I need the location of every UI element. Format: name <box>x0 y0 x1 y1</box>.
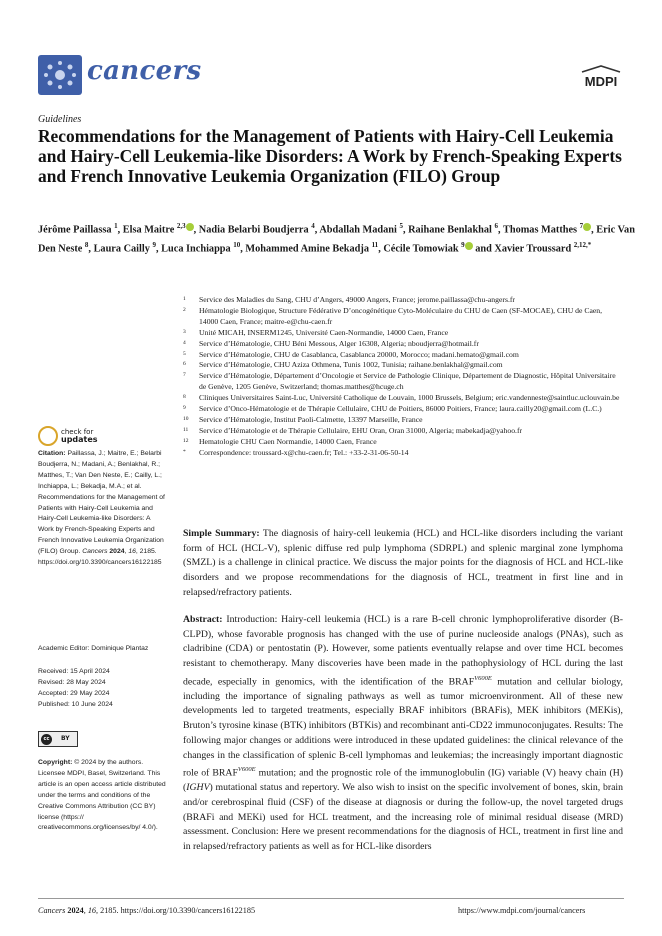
affiliation-number: 12 <box>183 437 189 444</box>
copyright-text: © 2024 by the authors. Licensee MDPI, Basel, Switzerland. This article is an open access article distributed under the terms and conditions of the Creative Commons Attribution (CC BY) license (https:// creativecommons.org/licenses/by/ 4.0/). <box>38 759 166 832</box>
affiliation-number: 7 <box>183 372 186 379</box>
author-name[interactable]: Raihane Benlakhal <box>408 224 492 236</box>
affiliation-text: Cliniques Universitaires Saint-Luc, Université Catholique de Louvain, 1000 Brussels, Belgium; eric.vandenneste@saintluc.uclouvain.be <box>199 393 620 403</box>
author-name[interactable]: Laura Cailly <box>93 243 150 255</box>
affiliation-item <box>183 371 623 393</box>
affiliation-text: Service d’Onco-Hématologie et de Thérapie Cellulaire, CHU de Poitiers, 86000 Poitiers, France; laura.cailly20@gmail.com (L.C.) <box>199 404 602 414</box>
affiliation-item <box>183 339 623 350</box>
citation-doi[interactable]: , 2185. https://doi.org/10.3390/cancers16122185 <box>38 548 162 567</box>
author-affiliation-marker: 8 <box>84 240 89 249</box>
affiliation-text: Service des Maladies du Sang, CHU d’Angers, 49000 Angers, France; jerome.paillassa@chu-angers.fr <box>199 295 515 304</box>
affiliation-text: Unité MICAH, INSERM1245, Université Caen-Normandie, 14000 Caen, France <box>199 327 449 337</box>
author-name[interactable]: Mohammed Amine Bekadja <box>245 243 369 255</box>
author-affiliation-marker: 9 <box>461 240 465 249</box>
braf-superscript-2: V600E <box>237 766 256 774</box>
affiliation-number: 6 <box>183 361 186 368</box>
received-date: Received: 15 April 2024 <box>38 668 110 675</box>
author-affiliation-marker: 10 <box>233 240 241 249</box>
revised-date: Revised: 28 May 2024 <box>38 678 106 686</box>
citation-text: Paillassa, J.; Maitre, E.; Belarbi Boudjerra, N.; Madani, A.; Benlakhal, R.; Matthes, T.; Van Den Neste, E.; Cailly, L.; Inchiappa, L.; Bekadja, M.A.; et al. Recommendations for the Management of Patients with Hairy-Cell Leukemia and Hairy-Cell Leukemia-like Disorders: A Work by French-Speaking Experts and French Innovative Leukemia Organization (FILO) Group. <box>38 450 165 556</box>
affiliation-item <box>183 306 623 328</box>
affiliation-number: 1 <box>183 296 186 302</box>
author-affiliation-marker: 6 <box>494 222 498 230</box>
author-name[interactable]: Thomas Matthes <box>502 224 578 236</box>
footer-year: 2024 <box>67 906 84 915</box>
simple-summary-label: Simple Summary: <box>183 528 260 539</box>
author-affiliation-marker: 7 <box>579 222 584 230</box>
article-type: Guidelines <box>38 114 82 125</box>
affiliation-text: Hematologie CHU Caen Normandie, 14000 Caen, France <box>199 436 377 446</box>
orcid-icon[interactable] <box>583 223 591 231</box>
author-name[interactable]: Elsa Maitre <box>122 224 175 236</box>
affiliation-item <box>183 415 623 426</box>
author-affiliation-marker: 1 <box>114 222 118 230</box>
simple-summary <box>183 527 623 601</box>
citation-label: Citation: <box>38 450 66 457</box>
affiliation-number: 2 <box>183 306 186 313</box>
citation-year: 2024 <box>109 548 125 556</box>
orcid-icon[interactable] <box>186 223 194 231</box>
affiliation-item <box>183 426 623 437</box>
abstract-text-2: mutation and cellular biology, including the importance of signaling pathways as well as tumor microenvironment. All of these new developments led to targeted treatments, especially BRAF inhibitors (BRAFis), MEK inhibitors (MEKis), Bruton’s tyrosine kinase (BTK) inhibitors (BTKis) and recombinant anti-CD22 immunoconjugates. Results: The following major changes or additions were introduced in these updated guidelines: the clinical relevance of the changes in the classification of splenic B-cell lymphomas and leukemias; the increasingly important diagnostic role of BRAF <box>183 676 623 779</box>
abstract-text-4: ) mutational status and repertory. We also wish to insist on the specific involvement of bones, skin, brain and/or cerebrospinal fluid (CSF) of the disease at diagnosis or during the follow-up, the novel targeted drugs (BRAFi and MEKi) used for HCL treatment, and the increasing role of minimal residual disease (MRD) assessment. Conclusion: Here we present recommendations for the diagnosis of HCL, treatment in first line and in relapsed/refractory patients as well as for HCL-like disorders <box>183 782 623 853</box>
affiliation-text: Service d’Hématologie, CHU Béni Messous, Alger 16308, Algeria; nboudjerra@hotmail.fr <box>199 338 479 348</box>
affiliation-number: 9 <box>183 405 186 412</box>
author-affiliation-marker: 2,3 <box>176 222 186 230</box>
author-affiliation-marker: 2,12,* <box>573 240 592 249</box>
citation-volume: 16 <box>128 548 136 556</box>
affiliation-text: Correspondence: troussard-x@chu-caen.fr; Tel.: +33-2-31-06-50-14 <box>199 447 409 457</box>
footer-doi-link[interactable]: , 2185. https://doi.org/10.3390/cancers16122185 <box>96 906 256 915</box>
cc-by-license-icon[interactable] <box>38 731 78 747</box>
citation-block: Citation: Paillassa, J.; Maitre, E.; Belarbi Boudjerra, N.; Madani, A.; Benlakhal, R.; Matthes, T.; Van Den Neste, E.; Cailly, L.; Inchiappa, L.; Bekadja, M.A.; et al. Recommendations for the Management of Patients with Hairy-Cell Leukemia and Hairy-Cell Leukemia-like Disorders: A Work by French-Speaking Experts and French Innovative Leukemia Organization (FILO) Group. Cancers 2024, 16, 2185. https://doi.org/10.3390/cancers16122185 <box>38 450 165 567</box>
citation-journal: Cancers <box>82 548 108 556</box>
academic-editor: Academic Editor: Dominique Plantaz <box>38 645 149 652</box>
footer-journal: Cancers <box>38 906 66 915</box>
author-name[interactable]: Eric Van Den Neste <box>38 224 635 255</box>
article-title: Recommendations for the Management of Patients with Hairy-Cell Leukemia and Hairy-Cell Leukemia-like Disorders: A Work by French-Speaking Experts and French Innovative Leukemia Organization (FILO) Group <box>38 126 622 186</box>
dates-block <box>38 667 166 711</box>
affiliation-item <box>183 393 623 404</box>
footer-journal-url[interactable]: https://www.mdpi.com/journal/cancers <box>458 906 586 915</box>
braf-superscript: V600E <box>474 674 492 682</box>
affiliation-item <box>183 295 623 306</box>
accepted-date: Accepted: 29 May 2024 <box>38 689 110 697</box>
simple-summary-text: The diagnosis of hairy-cell leukemia (HCL) and HCL-like disorders including the variant form of HCL (HCL-V), splenic diffuse red pulp lymphoma (SDRPL) and splenic marginal zone lymphoma (SMZL) is a challenge in clinical practice. We discuss the major points for the diagnosis of HCL and HCL-like disorders and we propose recommendations for the diagnosis of HCL, treatment in first line and in relapsed/refractory patients. <box>183 528 623 598</box>
journal-name[interactable]: cancers <box>87 56 202 86</box>
affiliation-item <box>183 360 623 371</box>
affiliation-text: Service d’Hématologie et de Thérapie Cellulaire, EHU Oran, Oran 31000, Algeria; mabekadja@yahoo.fr <box>199 425 523 435</box>
affiliation-item <box>183 448 623 459</box>
abstract-text-1: Introduction: Hairy-cell leukemia (HCL) is a rare B-cell chronic lymphoproliferative disorder (B-CLPD), whose favorable prognosis has changed with the use of purine nucleoside analogs (PNAs), such as cladribine (CDA) or pentostatin (P). However, some patients eventually relapse and over time HCL becomes resistant to chemotherapy. Many discoveries have been made in the pathophysiology of HCL during the last decade, especially in genomics, with the identification of the BRAF <box>183 614 624 688</box>
affiliation-number: * <box>183 448 186 455</box>
affiliation-number: 4 <box>183 339 186 346</box>
affiliation-number: 10 <box>183 415 189 422</box>
affiliation-number: 11 <box>183 426 189 433</box>
author-name[interactable]: Abdallah Madani <box>319 224 397 236</box>
author-name[interactable]: Nadia Belarbi Boudjerra <box>198 224 309 236</box>
footer-citation: Cancers 2024, 16, 2185. https://doi.org/10.3390/cancers16122185 <box>38 906 256 915</box>
affiliation-item <box>183 404 623 415</box>
ighv-term: IGHV <box>186 782 210 794</box>
abstract-label: Abstract: <box>183 614 223 625</box>
mdpi-logo[interactable] <box>578 64 624 90</box>
check-for-updates-button[interactable] <box>38 426 108 450</box>
author-affiliation-marker: 4 <box>311 222 315 230</box>
affiliation-text: Service d’Hématologie, Département d’Oncologie et Service de Pathologie Clinique, Département de Diagnostic, Hôpital Universitaire de Genève, 1205 Genève, Switzerland; thomas.matthes@hcuge.ch <box>199 371 616 392</box>
check-updates-line1: check for <box>61 428 94 436</box>
journal-logo-icon <box>38 55 82 95</box>
affiliation-number: 3 <box>183 328 186 335</box>
copyright-label: Copyright: <box>38 759 73 766</box>
affiliation-number: 8 <box>183 394 186 401</box>
check-updates-icon <box>38 426 58 446</box>
orcid-icon[interactable] <box>465 242 473 250</box>
author-name[interactable]: Cécile Tomowiak <box>383 243 459 255</box>
abstract <box>183 613 623 855</box>
affiliation-text: Service d’Hématologie, Institut Paoli-Calmette, 13397 Marseille, France <box>199 414 423 424</box>
affiliations <box>183 295 623 459</box>
check-updates-line2: updates <box>61 435 98 444</box>
author-name[interactable]: Xavier Troussard <box>494 243 572 255</box>
mdpi-logo-text: MDPI <box>584 74 618 89</box>
author-name[interactable]: Jérôme Paillassa <box>38 224 112 236</box>
author-name[interactable]: Luca Inchiappa <box>161 243 231 255</box>
footer-volume: 16 <box>87 906 96 915</box>
author-list: Jérôme Paillassa $^1$, Elsa Maitre $^{2,3}$ , Nadia Belarbi Boudjerra $^4$, Abdallah Madani $^5$, Raihane Benlakhal $^6$, Thomas Matthes $^7$ , Eric Van Den Neste $^8$, Laura Cailly $^9$, Luca Inchiappa $^{10}$, Mohammed Amine Bekadja $^{11}$, Cécile Tomowiak $^9$ and Xavier Troussard $^{2,12,*}$ <box>38 222 635 255</box>
affiliation-text: Service d’Hématologie, CHU Aziza Othmena, Tunis 1002, Tunisia; raihane.benlakhal@gmail.com <box>199 360 503 370</box>
author-affiliation-marker: 11 <box>371 240 379 249</box>
footer-divider <box>38 898 624 899</box>
published-date: Published: 10 June 2024 <box>38 700 113 708</box>
affiliation-number: 5 <box>183 350 186 357</box>
affiliation-item <box>183 328 623 339</box>
cc-icon: cc <box>41 734 52 745</box>
copyright-block <box>38 758 166 834</box>
author-affiliation-marker: 9 <box>152 240 156 249</box>
affiliation-item <box>183 437 623 448</box>
affiliation-text: Hématologie Biologique, Structure Fédérative D’oncogénétique Cyto-Moléculaire du CHU de Caen (SF-MOCAE), CHU de Caen, 14000 Caen, France; maitre-e@chu-caen.fr <box>199 305 603 326</box>
abstract-text-3: mutation; and the prognostic role of the immunoglobulin (IG) variable (V) heavy chain (H) ( <box>183 767 624 794</box>
author-affiliation-marker: 5 <box>399 222 403 230</box>
by-icon: BY <box>61 735 70 742</box>
affiliation-text: Service d’Hématologie, CHU de Casablanca, Casablanca 20000, Morocco; madani.hemato@gmail.com <box>199 349 519 359</box>
affiliation-item <box>183 350 623 361</box>
